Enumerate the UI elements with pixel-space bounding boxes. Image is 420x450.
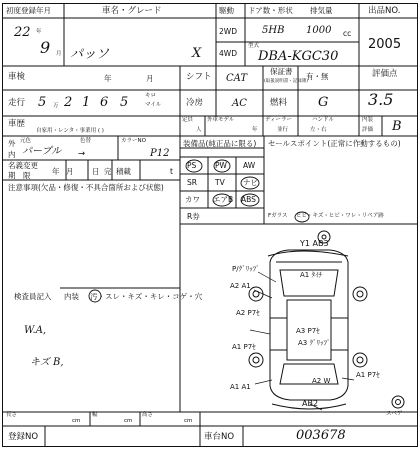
change-month-unit: 月 (66, 167, 74, 176)
diagram-mark-2: P/ｸﾞﾘｯﾌﾟ (232, 265, 260, 273)
listing-no-label: 出品NO. (368, 6, 401, 16)
score-label: 評価点 (372, 69, 398, 79)
equip-tv: TV (215, 178, 225, 187)
diagram-mark-9: A1 P7ｾ (356, 371, 380, 379)
displacement-label: 排気量 (310, 6, 333, 15)
first-reg-year-unit: 年 (36, 29, 42, 35)
drive-2wd: 2WD (219, 27, 237, 36)
diagram-mark-8: A1 P7ｾ (232, 343, 256, 351)
equip-recycle: R券 (187, 212, 200, 221)
fender-glass-options: ヒビ・キズ・ヒビ・ワレ・リペア跡 (296, 213, 384, 219)
first-reg-label: 初度登録年月 (6, 6, 51, 15)
model-year-unit: 年 (252, 127, 258, 133)
equip-navi: ナビ (243, 178, 258, 187)
handle-label: ハンドル (312, 117, 335, 123)
diagram-mark-12: AB2 (302, 399, 319, 408)
change-year-unit: 年 (52, 167, 60, 176)
equip-pw: PW (215, 161, 227, 170)
name-change-label-a: 名義変更 (8, 161, 38, 170)
history-options: 自家用・レンタ・事業用 ( ) (36, 128, 104, 134)
spare-label: スペア (386, 411, 403, 417)
capacity-unit: 人 (196, 127, 202, 133)
complete-label: 完 (104, 167, 112, 176)
model-year-label: 外車モデル (207, 117, 235, 123)
length-unit: cm (72, 418, 81, 424)
mileage-label: 走行 (8, 98, 26, 108)
first-reg-month-unit: 月 (56, 51, 62, 57)
notes-line-2: キズ B, (30, 357, 64, 368)
capacity-label: 定員 (182, 117, 194, 123)
shift-label: シフト (186, 72, 212, 82)
score-value: 3.5 (368, 90, 394, 109)
mileage-digit-4: 5 (120, 95, 129, 110)
interior-label: 内装 (362, 117, 374, 123)
warranty-options: 有・無 (306, 72, 329, 81)
diagram-mark-7: A3 ｸﾞﾘｯﾌﾟ (298, 339, 331, 347)
model-code: DBA-KGC30 (258, 49, 339, 64)
warranty-sub: (取扱説明書・記録簿) (264, 79, 309, 84)
interior-sub: 評価 (362, 127, 374, 133)
diagram-mark-1: Y1 AB3 (300, 239, 329, 248)
inspection-note-label: 検査員記入 (14, 292, 52, 301)
inspection-month-unit: 月 (146, 74, 154, 83)
change-day-unit: 日 (92, 167, 100, 176)
diagram-mark-5: A2 P7ｾ (236, 309, 260, 317)
fuel-label: 燃料 (270, 98, 288, 108)
reg-no-label: 登録NO (8, 432, 39, 442)
outer-color-sub: 元色 (20, 138, 32, 144)
km-unit-b: マイル (145, 102, 162, 108)
vehicle-grade: X (192, 46, 202, 61)
mileage-digit-3: 6 (100, 95, 109, 110)
ac-value: AC (232, 98, 247, 109)
width-label: 幅 (92, 412, 98, 418)
length-label: 長さ (6, 412, 18, 418)
ac-label: 冷房 (186, 98, 204, 108)
handle-options: 左・右 (310, 127, 327, 133)
drive-label: 駆動 (219, 6, 234, 15)
height-label: 高さ (142, 412, 154, 418)
sales-point-label: セールスポイント(正常に作動するもの) (268, 139, 401, 148)
cc-unit: cc (343, 29, 352, 38)
man-unit: 万 (53, 103, 59, 109)
diagram-mark-4: A1 ﾀｲﾁ (300, 271, 322, 279)
drive-4wd: 4WD (219, 49, 237, 58)
equip-aw: AW (243, 161, 256, 170)
mileage-man: 5 (38, 95, 47, 110)
width-unit: cm (124, 418, 133, 424)
shift-value: CAT (226, 73, 247, 84)
diagram-mark-11: A2 W (312, 377, 331, 385)
vehicle-name: パッソ (70, 47, 110, 62)
diagram-mark-3: A2 A1 (230, 282, 251, 290)
first-reg-year: 22 (14, 25, 31, 40)
notes-label: 注意事項(欠品・修復・不具合箇所および状態) (8, 183, 164, 192)
color-name: パープル (22, 146, 62, 157)
name-grade-label: 車名・グレード (102, 6, 162, 16)
equip-sr: SR (187, 178, 197, 187)
height-unit: cm (184, 418, 193, 424)
displacement-value: 1000 (306, 25, 332, 36)
inspection-interior-label: 内装 (64, 292, 79, 301)
loaded-label: 積載 (116, 167, 131, 176)
mileage-digit-1: 2 (64, 95, 73, 110)
color-no: P12 (150, 148, 170, 159)
mileage-digit-2: 1 (82, 95, 91, 110)
notes-line-1: W.A, (24, 325, 47, 336)
equip-airbag: エアB (213, 195, 234, 204)
warranty-label: 保証書 (270, 67, 293, 76)
dealer-label: ディーラー (265, 117, 293, 123)
name-change-label-b: 期 限 (8, 171, 31, 180)
equipment-label: 装備品(純正品に限る) (183, 139, 257, 148)
interior-value: B (392, 119, 402, 134)
door-shape-label: ドア数・形状 (248, 6, 293, 15)
equip-ps: PS (187, 161, 197, 170)
chassis-value: 003678 (296, 428, 346, 443)
inspection-label: 車検 (8, 72, 26, 82)
first-reg-month: 9 (40, 38, 51, 57)
t-unit: t (170, 167, 173, 176)
diagram-mark-10: A1 A1 (230, 383, 251, 391)
equip-leather: カワ (185, 195, 200, 204)
listing-no-value: 2005 (368, 37, 402, 52)
inner-color-label: 内 (8, 150, 16, 159)
km-unit-a: キロ (145, 93, 157, 99)
diagram-mark-6: A3 P7ｾ (296, 327, 320, 335)
model-label: 型式 (248, 43, 260, 49)
inspection-options: 汚・スレ・キズ・キレ・コゲ・穴 (90, 292, 203, 301)
dealer-sub: 並行 (277, 127, 289, 133)
fuel-value: G (318, 95, 329, 110)
outer-color-label: 外 (8, 139, 16, 148)
inspection-year-unit: 年 (104, 74, 112, 83)
chassis-label: 車台NO (204, 432, 235, 442)
fender-glass-label: Fガラス (268, 213, 288, 219)
equip-abs: ABS (241, 195, 256, 204)
color-arrow: → (78, 149, 86, 159)
color-no-label: カラーNO (121, 138, 146, 144)
door-shape-value: 5HB (262, 25, 285, 36)
color-change-label: 色替 (80, 138, 92, 144)
history-label: 車歴 (8, 119, 26, 129)
